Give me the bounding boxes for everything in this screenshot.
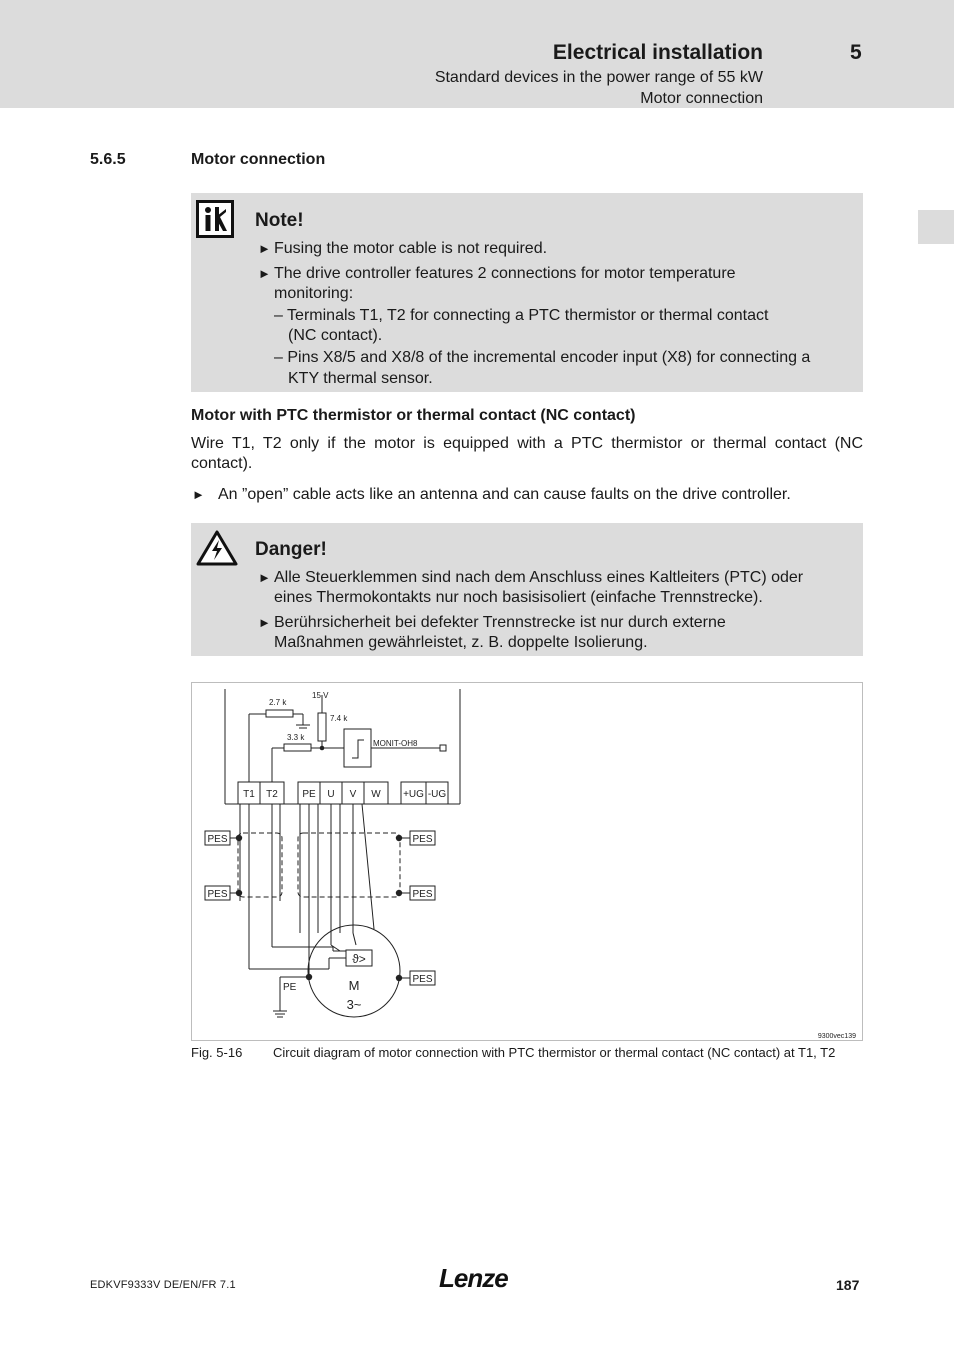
terminal-label: V <box>349 789 357 800</box>
circuit-diagram <box>192 683 864 1042</box>
pes-label: PES <box>412 834 433 845</box>
page-number: 187 <box>836 1277 860 1293</box>
pes-label: PES <box>207 889 228 900</box>
figure-number: Fig. 5-16 <box>191 1045 243 1060</box>
danger-box <box>191 523 863 656</box>
resistor-label: 7.4 k <box>330 714 348 723</box>
bullet-arrow: ► <box>192 487 205 502</box>
section-number: 5.6.5 <box>90 151 126 168</box>
thermal-symbol: ϑ> <box>352 952 366 966</box>
bullet-arrow: ► <box>258 266 271 281</box>
note-box <box>191 193 863 392</box>
pes-label: PES <box>207 834 228 845</box>
subsection-title: Motor with PTC thermistor or thermal contact (NC contact) <box>191 407 636 424</box>
chapter-title: Electrical installation <box>552 41 763 64</box>
high-voltage-warning-icon <box>195 529 239 567</box>
note-bullet: Fusing the motor cable is not required. <box>274 240 548 257</box>
monitor-label: MONIT-OH8 <box>373 739 418 748</box>
document-code: EDKVF9333V DE/EN/FR 7.1 <box>90 1279 236 1291</box>
danger-bullet: Berührsicherheit bei defekter Trennstrecke ist nur durch externe <box>274 614 726 631</box>
motor-phase-label: 3~ <box>346 997 362 1012</box>
info-icon <box>196 200 234 238</box>
terminal-label: -UG <box>427 789 447 800</box>
figure-caption: Circuit diagram of motor connection with PTC thermistor or thermal contact (NC contact) at T1, T2 <box>273 1045 836 1060</box>
body-bullet: An ”open” cable acts like an antenna and can cause faults on the drive controller. <box>218 486 791 503</box>
danger-bullet: Alle Steuerklemmen sind nach dem Anschluss eines Kaltleiters (PTC) oder <box>274 569 804 586</box>
resistor-label: 3.3 k <box>287 733 305 742</box>
header-band <box>0 0 954 108</box>
note-bullet: The drive controller features 2 connections for motor temperature <box>274 265 736 282</box>
circuit-diagram-figure <box>191 682 863 1041</box>
motor-label: M <box>348 978 360 993</box>
note-dash-continuation: KTY thermal sensor. <box>288 370 433 387</box>
bullet-arrow: ► <box>258 615 271 630</box>
pes-label: PES <box>412 889 433 900</box>
pes-label: PES <box>412 974 433 985</box>
note-dash-item: – Terminals T1, T2 for connecting a PTC thermistor or thermal contact <box>274 307 769 324</box>
note-dash-continuation: (NC contact). <box>288 327 383 344</box>
danger-heading: Danger! <box>255 539 327 560</box>
terminal-label: T2 <box>266 789 278 800</box>
terminal-label: PE <box>302 789 316 800</box>
bullet-arrow: ► <box>258 570 271 585</box>
chapter-subtitle: Standard devices in the power range of 55 kW <box>434 69 763 86</box>
danger-bullet-continuation: eines Thermokontakts nur noch basisisoliert (einfache Trennstrecke). <box>274 589 763 606</box>
note-heading: Note! <box>255 210 304 231</box>
svg-text:Lenze: Lenze <box>439 1263 508 1292</box>
pe-label: PE <box>283 982 297 993</box>
lenze-logo <box>437 1262 517 1292</box>
terminal-label: T1 <box>243 789 255 800</box>
figure-code: 9300vec139 <box>817 1033 856 1040</box>
terminal-label: U <box>327 789 335 800</box>
terminal-label: W <box>371 789 381 800</box>
bullet-arrow: ► <box>258 241 271 256</box>
section-subtitle: Motor connection <box>640 90 763 107</box>
danger-bullet-continuation: Maßnahmen gewährleistet, z. B. doppelte Isolierung. <box>274 634 648 651</box>
chapter-number: 5 <box>850 41 862 64</box>
note-dash-item: – Pins X8/5 and X8/8 of the incremental encoder input (X8) for connecting a <box>274 349 811 366</box>
terminal-label: +UG <box>403 789 424 800</box>
resistor-label: 2.7 k <box>269 698 287 707</box>
note-bullet-continuation: monitoring: <box>274 285 354 302</box>
supply-label: 15 V <box>312 691 329 700</box>
body-paragraph: Wire T1, T2 only if the motor is equipped with a PTC thermistor or thermal contact (NC contact). <box>191 435 863 472</box>
section-title: Motor connection <box>191 151 326 168</box>
chapter-tab-marker <box>918 210 954 244</box>
